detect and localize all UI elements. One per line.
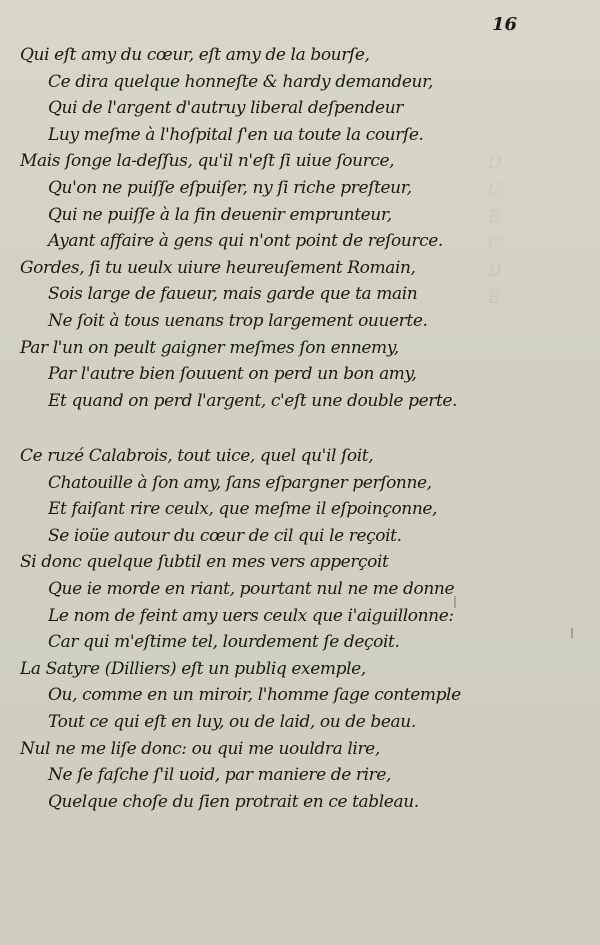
verse-line: Qui de l'argent d'autruy liberal deſpendeur (48, 98, 403, 119)
verse-line: Par l'un on peult gaigner meſmes ſon ennemy, (20, 337, 399, 358)
verse-line: Si donc quelque ſubtil en mes vers apperçoit (20, 552, 389, 573)
verse-line: Mais ſonge la-deſſus, qu'il n'eſt ſi uiue ſource, (20, 151, 395, 172)
margin-mark (571, 628, 573, 638)
sonnet-2 (20, 443, 580, 815)
verse-line: Et faiſant rire ceulx, que meſme il eſpoinçonne, (48, 499, 438, 520)
sonnet-1 (20, 42, 580, 414)
verse-line: Nul ne me liſe donc: ou qui me uouldra lire, (20, 738, 380, 759)
verse-line: Luy meſme à l'hoſpital ſ'en ua toute la courſe. (48, 124, 424, 145)
verse-line: Qui ne puiſſe à la fin deuenir emprunteur, (48, 204, 392, 225)
margin-mark (454, 596, 456, 608)
verse-line: Ne ſoit à tous uenans trop largement ouuerte. (48, 310, 428, 331)
verse-line: Gordes, ſi tu ueulx uiure heureuſement Romain, (20, 257, 416, 278)
show-through-texture: D C E C D E (488, 153, 502, 308)
verse-line: Ayant affaire à gens qui n'ont point de reſource. (48, 231, 443, 252)
verse-line: Quelque choſe du ſien protrait en ce tableau. (48, 791, 419, 812)
verse-line: Sois large de faueur, mais garde que ta main (48, 284, 418, 305)
verse-line: La Satyre (Dilliers) eſt un publiq exemple, (20, 658, 366, 679)
verse-line: Ce ruzé Calabrois, tout uice, quel qu'il ſoit, (20, 446, 374, 466)
verse-line: Car qui m'eſtime tel, lourdement ſe deçoit. (48, 632, 400, 653)
verse-line: Qui eſt amy du cœur, eſt amy de la bourſe, (20, 45, 370, 65)
page-number: 16 (492, 14, 518, 35)
verse-line: Qu'on ne puiſſe eſpuiſer, ny ſi riche preſteur, (48, 177, 412, 198)
verse-line: Ou, comme en un miroir, l'homme ſage contemple (48, 685, 461, 706)
verse-line: Le nom de feint amy uers ceulx que i'aiguillonne: (48, 605, 454, 626)
verse-line: Que ie morde en riant, pourtant nul ne me donne (48, 578, 455, 599)
verse-line: Par l'autre bien ſouuent on perd un bon amy, (48, 364, 417, 385)
verse-line: Et quand on perd l'argent, c'eſt une double perte. (48, 390, 458, 411)
verse-line: Se ioüe autour du cœur de cil qui le reçoit. (48, 525, 402, 546)
verse-line: Ne ſe faſche ſ'il uoid, par maniere de rire, (48, 765, 392, 786)
verse-line: Chatouille à ſon amy, ſans eſpargner perſonne, (48, 472, 432, 493)
verse-line: Ce dira quelque honneſte & hardy demandeur, (48, 71, 433, 92)
verse-line: Tout ce qui eſt en luy, ou de laid, ou de beau. (48, 711, 416, 732)
